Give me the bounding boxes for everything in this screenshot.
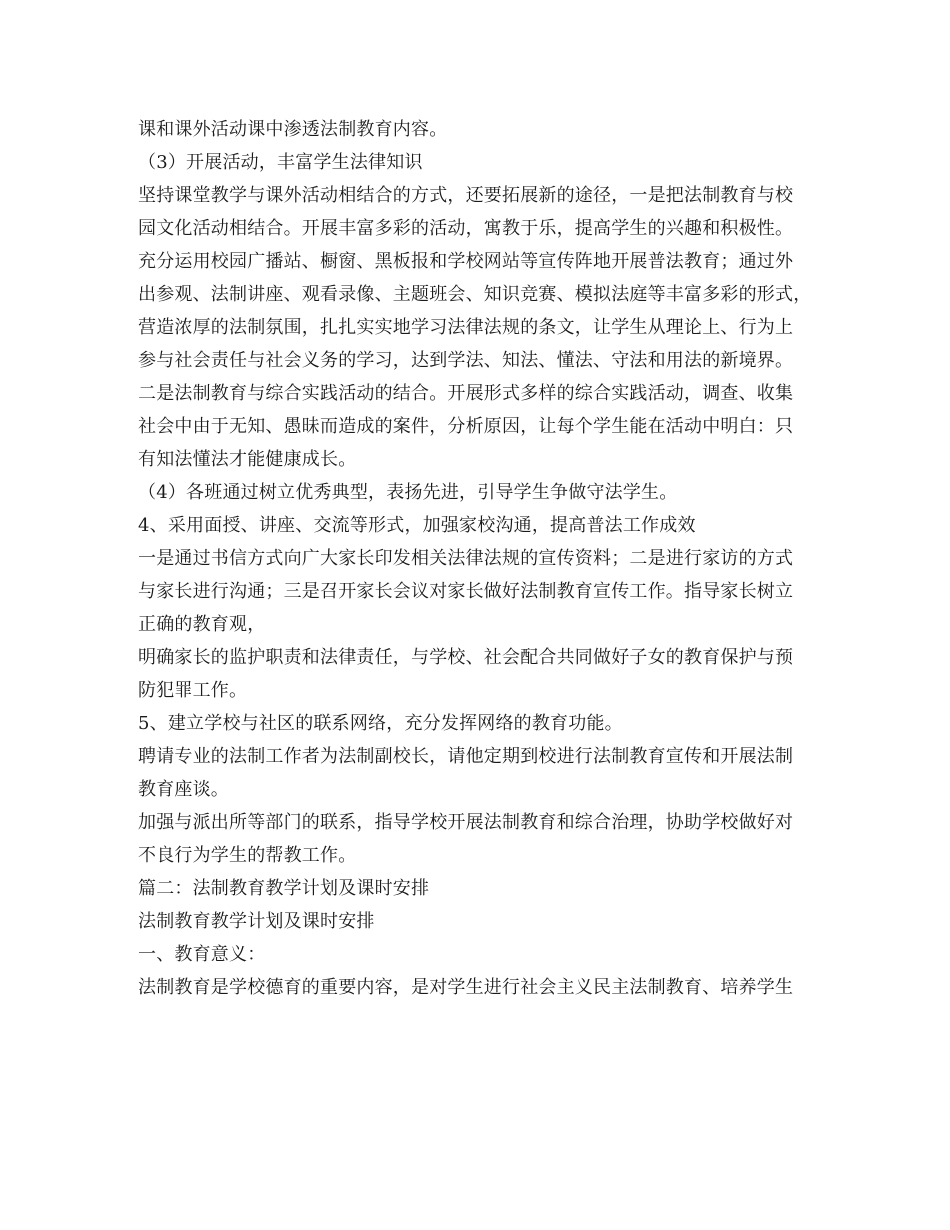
section-heading: 5、建立学校与社区的联系网络，充分发挥网络的教育功能。 [138, 713, 623, 734]
text-line: 明确家长的监护职责和法律责任，与学校、社会配合共同做好子女的教育保护与预 [138, 647, 794, 668]
document-body [138, 113, 828, 1004]
text-line: 出参观、法制讲座、观看录像、主题班会、知识竞赛、模拟法庭等丰富多彩的形式， [138, 284, 812, 305]
text-line: 与家长进行沟通；三是召开家长会议对家长做好法制教育宣传工作。指导家长树立 [138, 581, 794, 602]
text-line: 正确的教育观， [138, 614, 266, 635]
text-line: 聘请专业的法制工作者为法制副校长，请他定期到校进行法制教育宣传和开展法制 [138, 746, 794, 767]
text-line: 参与社会责任与社会义务的学习，达到学法、知法、懂法、守法和用法的新境界。 [138, 350, 794, 371]
text-line: 课和课外活动课中渗透法制教育内容。 [138, 119, 448, 140]
text-line: 有知法懂法才能健康成长。 [138, 449, 357, 470]
text-line: 加强与派出所等部门的联系，指导学校开展法制教育和综合治理，协助学校做好对 [138, 812, 794, 833]
section-heading: （3）开展活动，丰富学生法律知识 [138, 152, 423, 173]
article-title: 法制教育教学计划及课时安排 [138, 911, 375, 932]
text-line: 园文化活动相结合。开展丰富多彩的活动，寓教于乐，提高学生的兴趣和积极性。 [138, 218, 794, 239]
text-line: 不良行为学生的帮教工作。 [138, 845, 357, 866]
text-line: 一是通过书信方式向广大家长印发相关法律法规的宣传资料；二是进行家访的方式 [138, 548, 794, 569]
text-line: 教育座谈。 [138, 779, 229, 800]
section-heading: 4、采用面授、讲座、交流等形式，加强家校沟通，提高普法工作成效 [138, 515, 696, 536]
section-heading: 一、教育意义： [138, 944, 266, 965]
text-line: 充分运用校园广播站、橱窗、黑板报和学校网站等宣传阵地开展普法教育；通过外 [138, 251, 794, 272]
article-heading: 篇二：法制教育教学计划及课时安排 [138, 878, 430, 899]
section-heading: （4）各班通过树立优秀典型，表扬先进，引导学生争做守法学生。 [138, 482, 678, 503]
text-line: 防犯罪工作。 [138, 680, 248, 701]
text-line: 社会中由于无知、愚昧而造成的案件，分析原因，让每个学生能在活动中明白：只 [138, 416, 794, 437]
text-line: 法制教育是学校德育的重要内容，是对学生进行社会主义民主法制教育、培养学生 [138, 977, 794, 998]
text-line: 营造浓厚的法制氛围，扎扎实实地学习法律法规的条文，让学生从理论上、行为上 [138, 317, 794, 338]
text-line: 二是法制教育与综合实践活动的结合。开展形式多样的综合实践活动，调查、收集 [138, 383, 794, 404]
text-line: 坚持课堂教学与课外活动相结合的方式，还要拓展新的途径，一是把法制教育与校 [138, 185, 794, 206]
